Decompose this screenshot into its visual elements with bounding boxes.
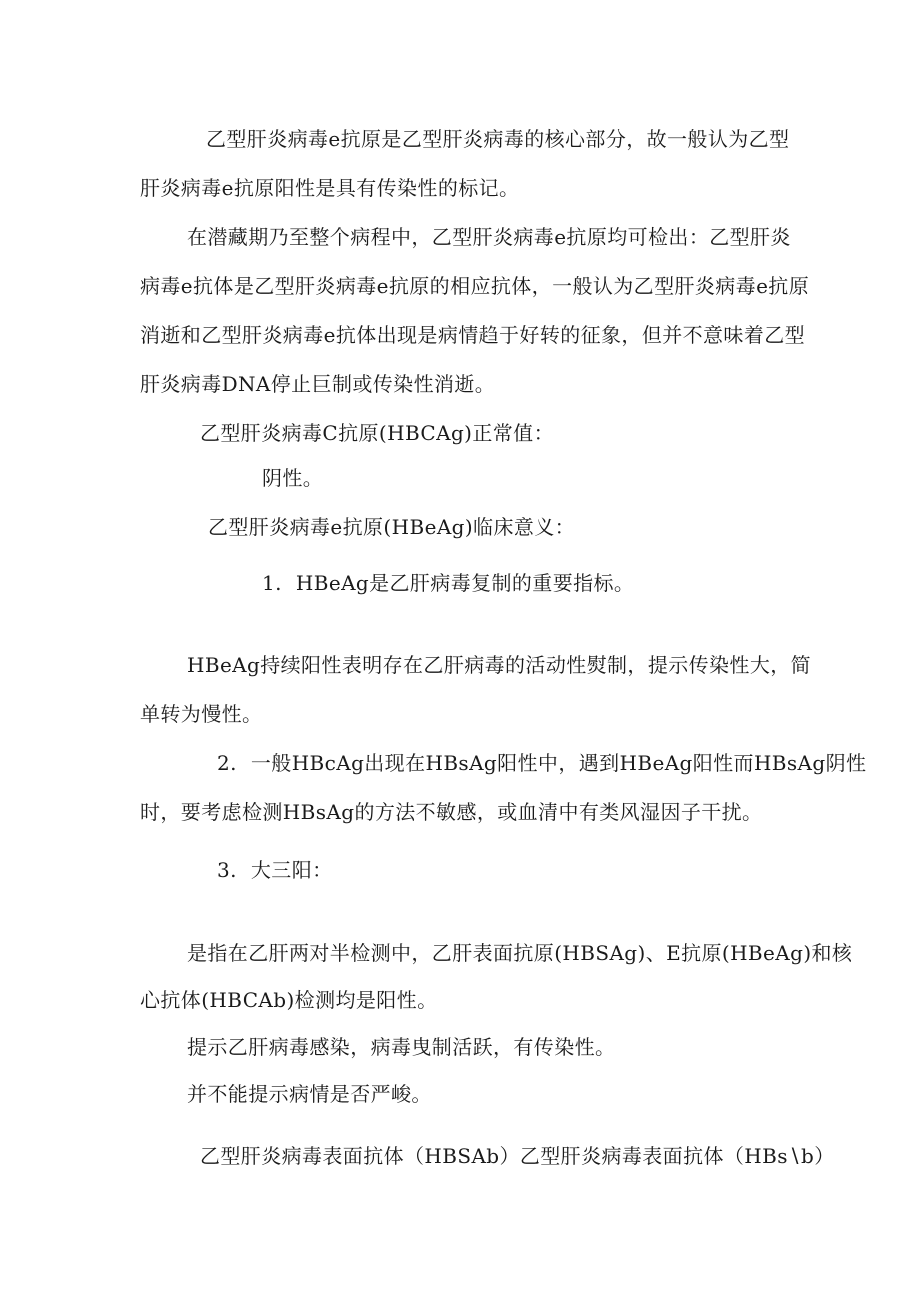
item-3-detail-line-4: 并不能提示病情是否严峻。 — [187, 1082, 432, 1106]
list-item-2-line-2: 时，要考虑检测HBsAg的方法不敏感，或血清中有类风湿因子干扰。 — [140, 800, 763, 824]
list-item-3-text: 大三阳： — [250, 858, 333, 882]
list-item-2-number: 2. — [217, 751, 237, 775]
item-1-detail-line-2: 单转为慢性。 — [140, 702, 263, 726]
item-3-detail-line-1: 是指在乙肝两对半检测中，乙肝表面抗原(HBSAg)、E抗原(HBeAg)和核 — [187, 941, 853, 965]
paragraph-2-line-1: 在潜藏期乃至整个病程中，乙型肝炎病毒e抗原均可检出：乙型肝炎 — [187, 225, 791, 249]
item-3-detail-line-3: 提示乙肝病毒感染，病毒曳制活跃，有传染性。 — [187, 1035, 616, 1059]
list-item-2 — [217, 751, 866, 775]
paragraph-1-line-2: 肝炎病毒e抗原阳性是具有传染性的标记。 — [140, 176, 520, 200]
normal-value: 阴性。 — [262, 466, 324, 490]
paragraph-1-line-1: 乙型肝炎病毒e抗原是乙型肝炎病毒的核心部分，故一般认为乙型 — [206, 127, 790, 151]
list-item-1-number: 1. — [262, 571, 282, 595]
list-item-2-line-1: 一般HBcAg出现在HBsAg阳性中，遇到HBeAg阳性而HBsAg阴性 — [250, 751, 867, 775]
clinical-significance-heading: 乙型肝炎病毒e抗原(HBeAg)临床意义： — [208, 515, 576, 539]
item-3-detail-line-2: 心抗体(HBCAb)检测均是阳性。 — [140, 988, 438, 1012]
list-item-1-text: HBeAg是乙肝病毒复制的重要指标。 — [295, 571, 635, 595]
list-item-3 — [217, 858, 333, 882]
list-item-3-number: 3. — [217, 858, 237, 882]
list-item-1 — [262, 571, 634, 595]
paragraph-2-line-4: 肝炎病毒DNA停止巨制或传染性消逝。 — [140, 372, 496, 396]
surface-antibody-heading: 乙型肝炎病毒表面抗体（HBSAb）乙型肝炎病毒表面抗体（HBs∖b） — [200, 1144, 835, 1168]
item-1-detail-line-1: HBeAg持续阳性表明存在乙肝病毒的活动性熨制，提示传染性大，简 — [187, 653, 812, 677]
paragraph-2-line-2: 病毒e抗体是乙型肝炎病毒e抗原的相应抗体，一般认为乙型肝炎病毒e抗原 — [140, 274, 810, 298]
normal-value-heading: 乙型肝炎病毒C抗原(HBCAg)正常值： — [200, 421, 554, 445]
paragraph-2-line-3: 消逝和乙型肝炎病毒e抗体出现是病情趋于好转的征象，但并不意味着乙型 — [140, 323, 806, 347]
